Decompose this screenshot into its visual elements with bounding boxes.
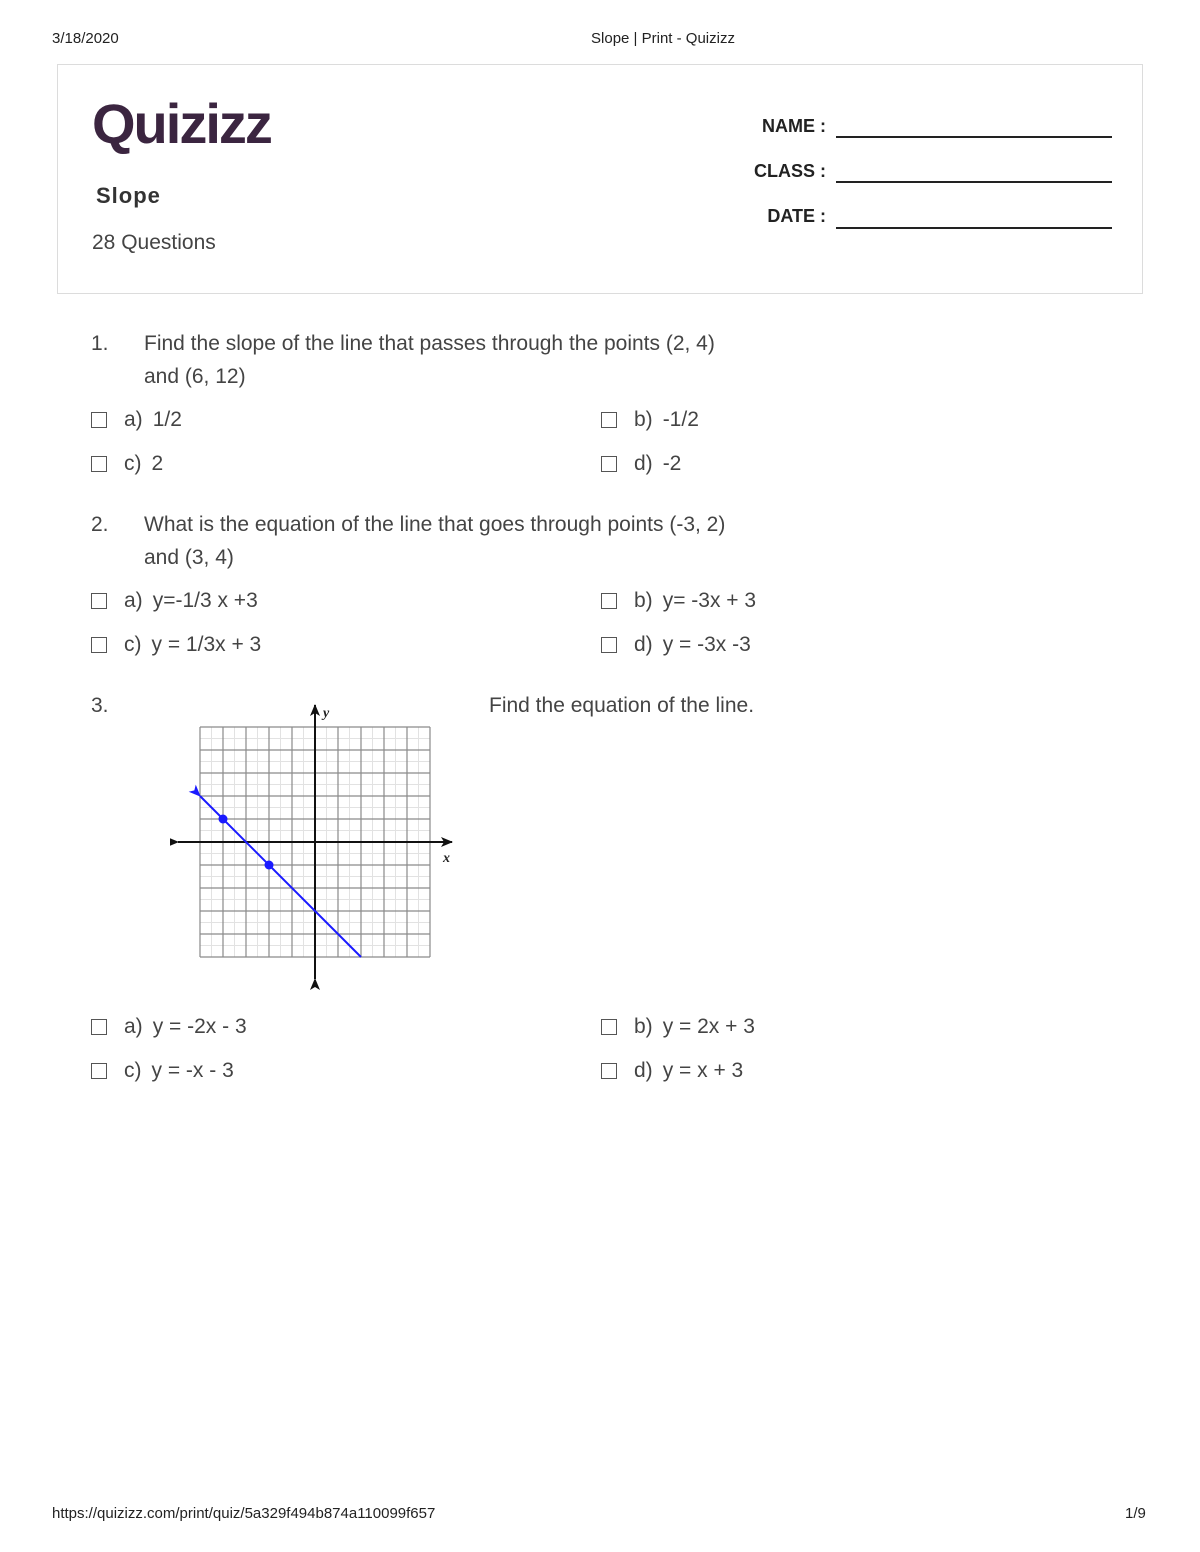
answer-option-a[interactable]: [91, 588, 258, 614]
graph-point: [265, 861, 274, 870]
checkbox[interactable]: [601, 593, 617, 609]
option-letter: d): [634, 633, 653, 656]
date-field-label-wrap: [658, 206, 826, 230]
option-text: y = x + 3: [662, 1059, 744, 1082]
quiz-header-card: [57, 64, 1143, 294]
checkbox[interactable]: [91, 1063, 107, 1079]
checkbox[interactable]: [601, 1019, 617, 1035]
option-text: -1/2: [662, 408, 699, 431]
option-text: y = 1/3x + 3: [151, 633, 262, 656]
answer-option-d[interactable]: [601, 632, 751, 658]
question-text-line-1: What is the equation of the line that goes through points (-3, 2): [144, 513, 726, 536]
checkbox[interactable]: [601, 1063, 617, 1079]
graph-x-axis-label: x: [443, 851, 450, 866]
checkbox[interactable]: [91, 637, 107, 653]
answer-option-b[interactable]: [601, 1014, 755, 1040]
option-text: 1/2: [152, 408, 182, 431]
option-text: y = -2x - 3: [152, 1015, 247, 1038]
option-letter: b): [634, 589, 653, 612]
option-letter: a): [124, 589, 143, 612]
option-letter: c): [124, 1059, 142, 1082]
option-letter: a): [124, 408, 143, 431]
option-letter: a): [124, 1015, 143, 1038]
answer-option-b[interactable]: [601, 588, 756, 614]
checkbox[interactable]: [91, 412, 107, 428]
option-letter: c): [124, 452, 142, 475]
option-text: 2: [151, 452, 164, 475]
answer-option-c[interactable]: [91, 632, 261, 658]
question-text-line-2: and (6, 12): [144, 365, 246, 388]
date-field-line[interactable]: [836, 227, 1112, 229]
answer-option-d[interactable]: [601, 451, 681, 477]
option-text: y = 2x + 3: [662, 1015, 755, 1038]
checkbox[interactable]: [601, 412, 617, 428]
name-field-label: NAME :: [762, 116, 826, 136]
answer-option-a[interactable]: [91, 407, 182, 433]
class-field-line[interactable]: [836, 181, 1112, 183]
quizizz-logo: [92, 95, 307, 157]
checkbox[interactable]: [601, 637, 617, 653]
answer-option-c[interactable]: [91, 1058, 234, 1084]
graph-point: [219, 815, 228, 824]
option-text: y = -3x -3: [662, 633, 751, 656]
checkbox[interactable]: [91, 456, 107, 472]
answer-option-a[interactable]: [91, 1014, 247, 1040]
option-letter: b): [634, 1015, 653, 1038]
name-field-label-wrap: [658, 116, 826, 140]
print-date: 3/18/2020: [52, 30, 119, 47]
date-field-label: DATE :: [767, 206, 826, 226]
print-page-number: 1/9: [1125, 1505, 1146, 1522]
checkbox[interactable]: [601, 456, 617, 472]
question-number: 2.: [91, 513, 109, 536]
quiz-title: Slope: [96, 183, 161, 208]
coordinate-graph: [170, 700, 470, 990]
class-field-label-wrap: [658, 161, 826, 185]
option-letter: d): [634, 1059, 653, 1082]
option-text: -2: [662, 452, 682, 475]
option-letter: d): [634, 452, 653, 475]
option-letter: c): [124, 633, 142, 656]
print-page-title: Slope | Print - Quizizz: [591, 30, 735, 47]
question-text-line-1: Find the equation of the line.: [489, 694, 755, 717]
option-letter: b): [634, 408, 653, 431]
graph-y-axis-label: y: [323, 706, 330, 721]
class-field-label: CLASS :: [754, 161, 826, 181]
question-text-line-2: and (3, 4): [144, 546, 234, 569]
answer-option-c[interactable]: [91, 451, 163, 477]
print-url: https://quizizz.com/print/quiz/5a329f494b874a110099f657: [52, 1505, 436, 1522]
checkbox[interactable]: [91, 1019, 107, 1035]
checkbox[interactable]: [91, 593, 107, 609]
svg-text:Quizizz: Quizizz: [92, 95, 271, 155]
question-number: 3.: [91, 694, 109, 717]
answer-option-b[interactable]: [601, 407, 699, 433]
option-text: y=-1/3 x +3: [152, 589, 258, 612]
question-text-line-1: Find the slope of the line that passes through the points (2, 4): [144, 332, 715, 355]
name-field-line[interactable]: [836, 136, 1112, 138]
answer-option-d[interactable]: [601, 1058, 743, 1084]
question-number: 1.: [91, 332, 109, 355]
option-text: y= -3x + 3: [662, 589, 757, 612]
question-count: 28 Questions: [92, 231, 216, 254]
option-text: y = -x - 3: [151, 1059, 234, 1082]
